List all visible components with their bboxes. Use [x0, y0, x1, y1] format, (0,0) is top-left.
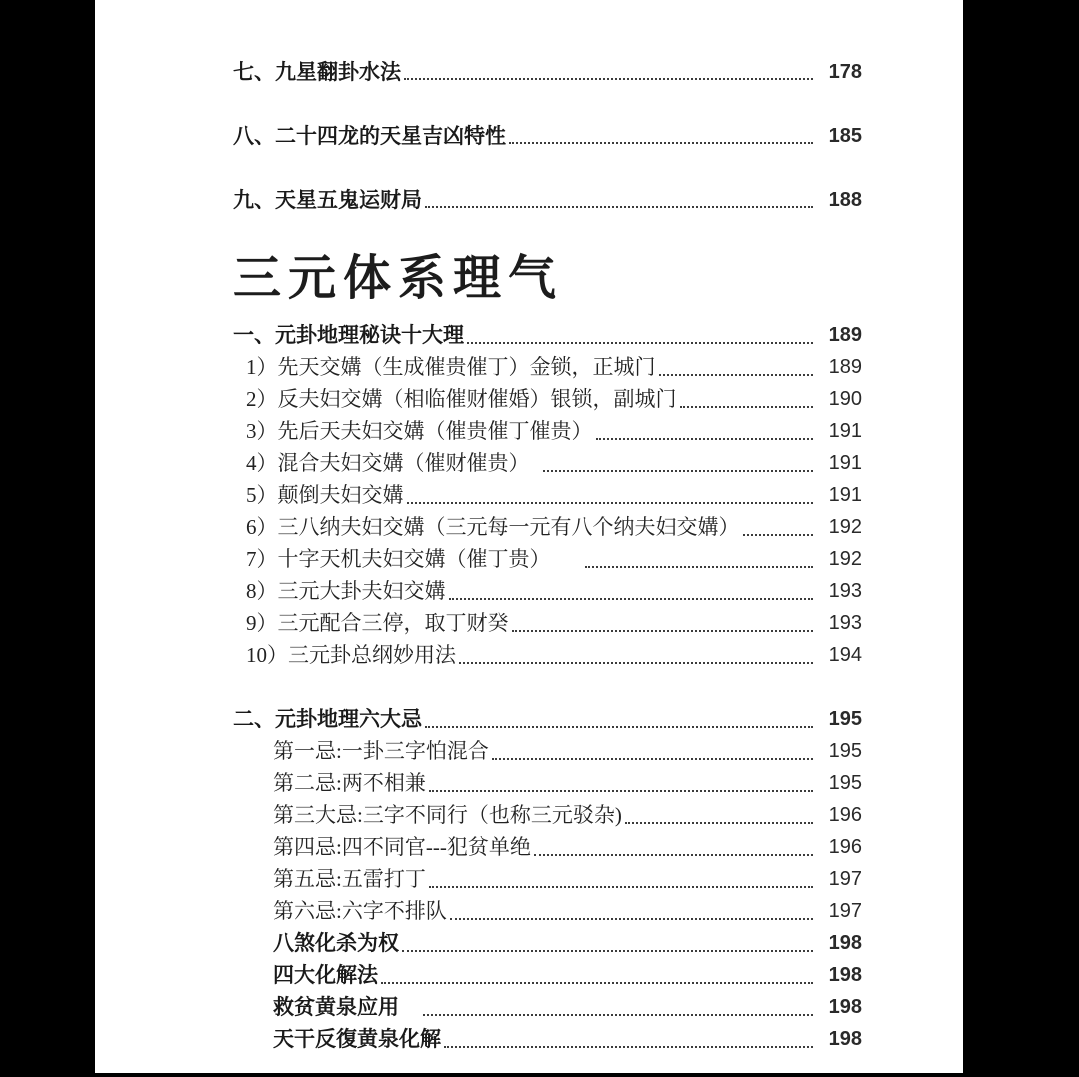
entry-label: 四大化解法: [273, 963, 378, 987]
toc-entry: [233, 187, 862, 213]
entry-page-number: 192: [828, 516, 862, 538]
toc-entry: [273, 735, 862, 767]
entry-label: 8）三元大卦夫妇交媾: [246, 579, 446, 603]
toc-entry: [246, 351, 862, 383]
entry-page-number: 191: [828, 484, 862, 506]
section-heading: 三元体系理气: [233, 252, 564, 305]
dot-leader: [680, 406, 814, 408]
toc-entry: [246, 447, 862, 479]
toc-entry: [246, 415, 862, 447]
dot-leader: [423, 1014, 813, 1016]
toc-entry: [246, 383, 862, 415]
toc-entry: [233, 703, 862, 735]
entry-label: 七、九星翻卦水法: [233, 60, 401, 84]
entry-page-number: 195: [828, 740, 862, 762]
toc-entry: [273, 991, 862, 1023]
dot-leader: [543, 470, 813, 472]
dot-leader: [425, 206, 813, 208]
entry-label: 第一忌:一卦三字怕混合: [273, 739, 489, 763]
dot-leader: [407, 502, 814, 504]
entry-page-number: 198: [828, 932, 862, 954]
toc-entry: [273, 831, 862, 863]
entry-label: 7）十字天机夫妇交媾（催丁贵）: [246, 547, 582, 571]
entry-page-number: 191: [828, 452, 862, 474]
entry-label: 八煞化杀为权: [273, 931, 399, 955]
entry-page-number: 190: [828, 388, 862, 410]
entry-label: 第六忌:六字不排队: [273, 899, 447, 923]
entry-page-number: 198: [828, 996, 862, 1018]
entry-page-number: 178: [828, 61, 862, 83]
entry-page-number: 194: [828, 644, 862, 666]
dot-leader: [425, 726, 813, 728]
toc-entry: [246, 511, 862, 543]
toc-entry: [273, 799, 862, 831]
dot-leader: [402, 950, 813, 952]
dot-leader: [659, 374, 814, 376]
entry-page-number: 198: [828, 1028, 862, 1050]
toc-entry: [246, 639, 862, 671]
entry-label: 第四忌:四不同官---犯贫单绝: [273, 835, 531, 859]
entry-label: 第三大忌:三字不同行（也称三元驳杂): [273, 803, 622, 827]
dot-leader: [596, 438, 814, 440]
dot-leader: [444, 1046, 813, 1048]
entry-page-number: 198: [828, 964, 862, 986]
dot-leader: [404, 78, 813, 80]
dot-leader: [625, 822, 813, 824]
toc-entry: [246, 607, 862, 639]
entry-page-number: 195: [828, 708, 862, 730]
toc-entry: [273, 927, 862, 959]
dot-leader: [743, 534, 814, 536]
entry-page-number: 197: [828, 900, 862, 922]
toc-entry: [273, 895, 862, 927]
entry-label: 1）先天交媾（生成催贵催丁）金锁，正城门: [246, 355, 656, 379]
entry-page-number: 192: [828, 548, 862, 570]
dot-leader: [459, 662, 813, 664]
entry-label: 6）三八纳夫妇交媾（三元每一元有八个纳夫妇交媾）: [246, 515, 740, 539]
entry-label: 9）三元配合三停，取丁财癸: [246, 611, 509, 635]
dot-leader: [512, 630, 814, 632]
entry-label: 一、元卦地理秘诀十大理: [233, 323, 464, 347]
entry-label: 2）反夫妇交媾（相临催财催婚）银锁，副城门: [246, 387, 677, 411]
toc-entry: [246, 479, 862, 511]
entry-page-number: 185: [828, 125, 862, 147]
entry-page-number: 191: [828, 420, 862, 442]
entry-label: 二、元卦地理六大忌: [233, 707, 422, 731]
toc-entry: [273, 1023, 862, 1055]
entry-page-number: 193: [828, 612, 862, 634]
dot-leader: [450, 918, 813, 920]
entry-page-number: 189: [828, 324, 862, 346]
entry-label: 10）三元卦总纲妙用法: [246, 643, 456, 667]
entry-page-number: 189: [828, 356, 862, 378]
entry-label: 九、天星五鬼运财局: [233, 188, 422, 212]
entry-label: 救贫黄泉应用: [273, 995, 420, 1019]
dot-leader: [381, 982, 813, 984]
entry-label: 3）先后天夫妇交媾（催贵催丁催贵）: [246, 419, 593, 443]
entry-page-number: 188: [828, 189, 862, 211]
dot-leader: [509, 142, 813, 144]
dot-leader: [449, 598, 814, 600]
entry-label: 4）混合夫妇交媾（催财催贵）: [246, 451, 540, 475]
entry-page-number: 195: [828, 772, 862, 794]
entry-page-number: 197: [828, 868, 862, 890]
dot-leader: [585, 566, 813, 568]
toc-content: [233, 0, 862, 1055]
dot-leader: [467, 342, 813, 344]
toc-entry: [246, 543, 862, 575]
toc-entry: [233, 59, 862, 85]
toc-entry: [273, 863, 862, 895]
entry-page-number: 196: [828, 836, 862, 858]
dot-leader: [492, 758, 813, 760]
entry-label: 天干反復黄泉化解: [273, 1027, 441, 1051]
dot-leader: [429, 790, 813, 792]
entry-label: 第五忌:五雷打丁: [273, 867, 426, 891]
entry-label: 八、二十四龙的天星吉凶特性: [233, 124, 506, 148]
toc-entry: [273, 959, 862, 991]
entry-page-number: 193: [828, 580, 862, 602]
entry-label: 第二忌:两不相兼: [273, 771, 426, 795]
toc-entry: [233, 123, 862, 149]
entry-page-number: 196: [828, 804, 862, 826]
toc-entry: [233, 319, 862, 351]
dot-leader: [429, 886, 813, 888]
document-page: [95, 0, 963, 1073]
toc-entry: [246, 575, 862, 607]
toc-entry: [273, 767, 862, 799]
dot-leader: [534, 854, 813, 856]
entry-label: 5）颠倒夫妇交媾: [246, 483, 404, 507]
